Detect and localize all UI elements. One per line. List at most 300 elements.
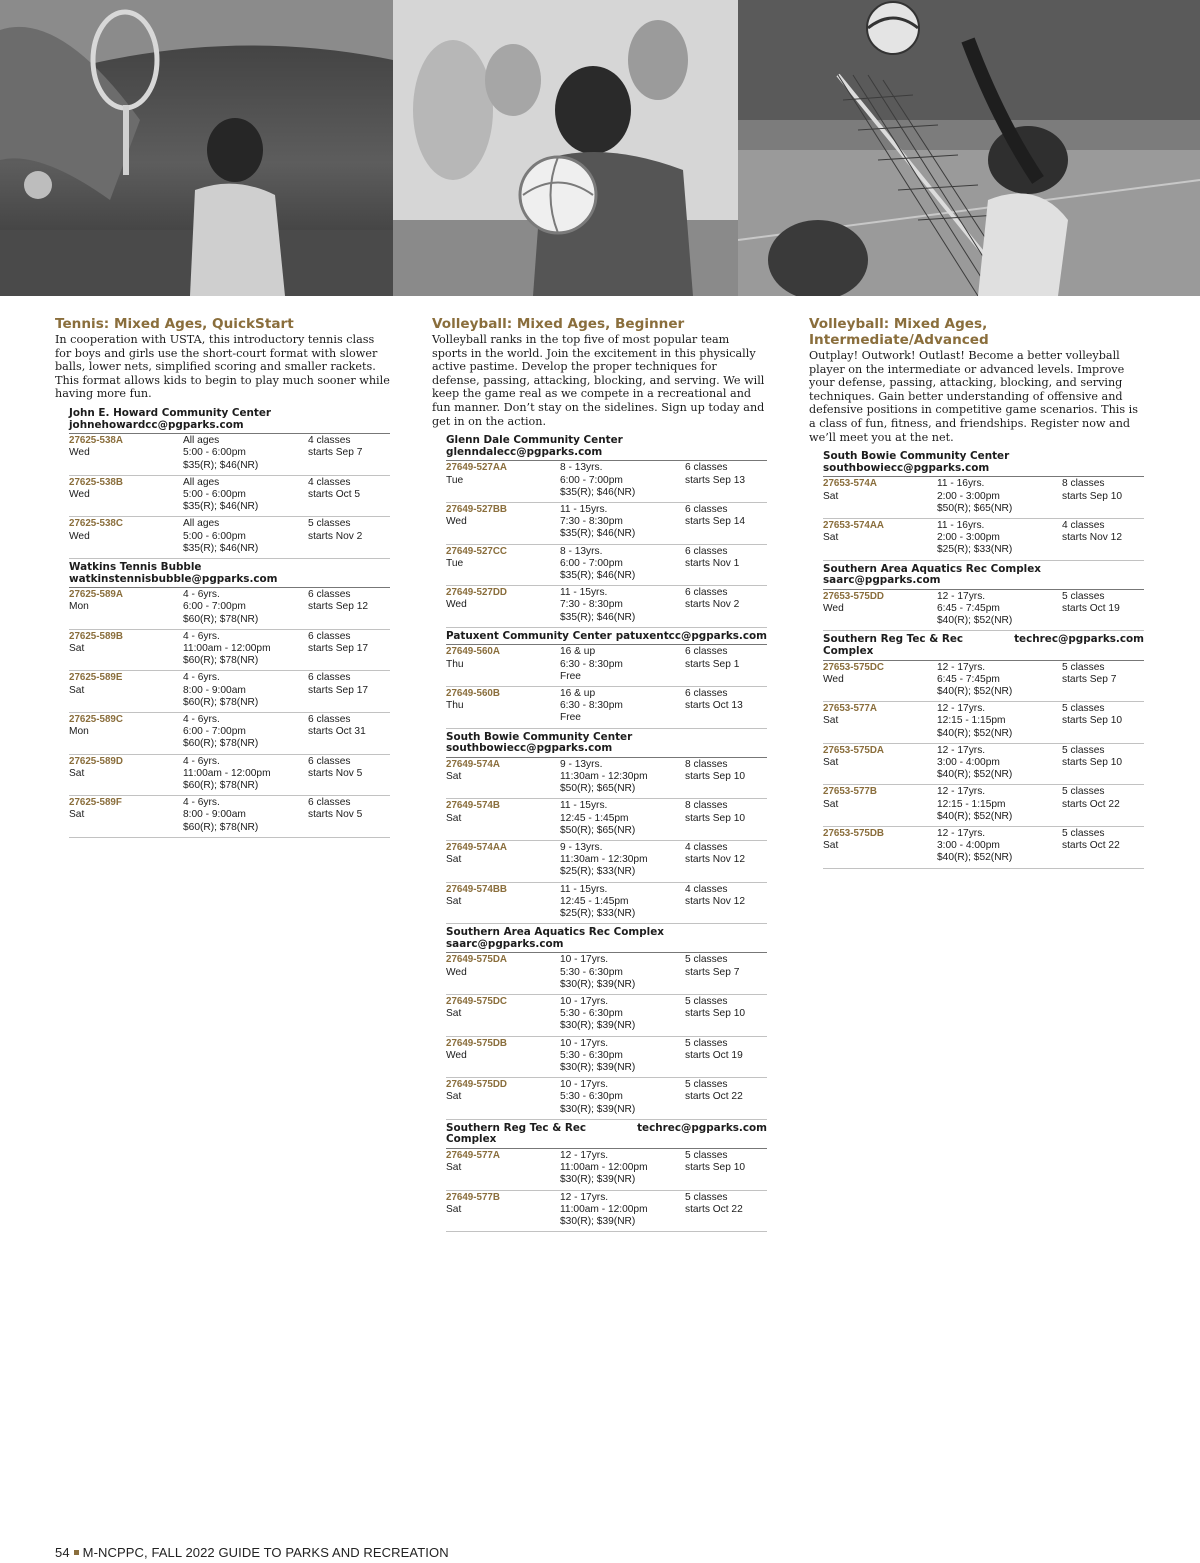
class-ages: 16 & up <box>560 687 596 699</box>
class-session-cell <box>685 884 767 921</box>
class-code: 27649-527DD <box>446 587 508 599</box>
class-detail-cell <box>560 688 685 725</box>
class-fee: $35(R); $46(NR) <box>183 459 259 471</box>
class-fee: $60(R); $78(NR) <box>183 780 259 792</box>
class-row <box>69 671 390 713</box>
class-code: 27649-575DD <box>446 1079 508 1091</box>
class-code-cell <box>69 518 183 555</box>
class-code-cell <box>446 587 560 624</box>
class-session-cell <box>685 800 767 837</box>
class-code: 27653-574AA <box>823 519 885 531</box>
class-count: 5 classes <box>685 1191 728 1203</box>
class-count: 5 classes <box>1062 786 1105 798</box>
class-start: starts Nov 12 <box>685 854 746 866</box>
class-day: Sat <box>823 798 839 810</box>
class-time: 6:00 - 7:00pm <box>560 474 623 486</box>
class-fee: $50(R); $65(NR) <box>560 824 636 836</box>
class-count: 8 classes <box>685 758 728 770</box>
class-start: starts Sep 1 <box>685 658 740 670</box>
location-block <box>823 448 1144 560</box>
class-day: Sat <box>823 840 839 852</box>
class-session-cell <box>685 546 767 583</box>
class-ages: 12 - 17yrs. <box>937 786 986 798</box>
class-day: Thu <box>446 700 464 712</box>
class-start: starts Oct 22 <box>1062 840 1120 852</box>
class-code: 27649-527AA <box>446 462 508 474</box>
class-count: 4 classes <box>685 883 728 895</box>
class-time: 7:30 - 8:30pm <box>560 516 623 528</box>
class-ages: All ages <box>183 435 220 447</box>
class-session-cell <box>308 435 390 472</box>
location-name: Southern Reg Tec & Rec Complex <box>446 1121 587 1146</box>
location-name: Southern Area Aquatics Rec Complex <box>823 562 1041 575</box>
class-count: 6 classes <box>685 646 728 658</box>
class-count: 6 classes <box>308 672 351 684</box>
class-day: Wed <box>69 447 90 459</box>
class-code-cell <box>69 631 183 668</box>
location-header <box>69 559 390 588</box>
location-block <box>446 432 767 628</box>
class-day: Sat <box>69 642 85 654</box>
location-header <box>446 432 767 461</box>
class-detail-cell <box>560 759 685 796</box>
class-fee: $50(R); $65(NR) <box>560 783 636 795</box>
class-code-cell <box>69 756 183 793</box>
class-fee: $40(R); $52(NR) <box>937 852 1013 864</box>
location-email-link[interactable]: southbowiecc@pgparks.com <box>823 461 990 474</box>
class-code-cell <box>446 884 560 921</box>
class-code: 27649-527CC <box>446 545 508 557</box>
location-header <box>446 729 767 758</box>
class-fee: $25(R); $33(NR) <box>560 866 636 878</box>
class-day: Sat <box>446 854 462 866</box>
class-session-cell <box>685 842 767 879</box>
class-start: starts Sep 10 <box>1062 490 1123 502</box>
class-fee: $60(R); $78(NR) <box>183 738 259 750</box>
class-code: 27649-574BB <box>446 883 508 895</box>
class-day: Tue <box>446 474 464 486</box>
class-fee: $30(R); $39(NR) <box>560 1062 636 1074</box>
class-time: 11:00am - 12:00pm <box>183 767 271 779</box>
class-code: 27649-574A <box>446 758 500 770</box>
class-day: Sat <box>446 812 462 824</box>
page-footer <box>55 1545 449 1560</box>
class-session-cell <box>1062 828 1144 865</box>
class-count: 8 classes <box>685 800 728 812</box>
class-code: 27625-589C <box>69 714 123 725</box>
class-day: Wed <box>823 673 844 685</box>
class-ages: 9 - 13yrs. <box>560 758 603 770</box>
section-description: Outplay! Outwork! Outlast! Become a better volleyball player on the intermediate or advanced levels. Improve your defense, passing, attacking, blocking, and serving techniques. Gain better understanding of offensive and defensive positions in competitive game scenarios. This is a class of fun, fitness, and friendships. Register now and we’ll meet you at the net. <box>809 349 1138 444</box>
class-ages: 4 - 6yrs. <box>183 630 220 642</box>
class-detail-cell <box>560 954 685 991</box>
class-row <box>823 661 1144 703</box>
class-count: 6 classes <box>308 755 351 767</box>
class-code-cell <box>446 546 560 583</box>
class-code: 27653-575DA <box>823 744 885 756</box>
class-time: 5:30 - 6:30pm <box>560 1008 623 1020</box>
class-fee: Free <box>560 670 581 682</box>
class-count: 5 classes <box>1062 661 1105 673</box>
class-row <box>69 476 390 518</box>
class-fee: Free <box>560 712 581 724</box>
class-detail-cell <box>937 786 1062 823</box>
class-code: 27649-574AA <box>446 842 508 853</box>
class-day: Sat <box>446 895 462 907</box>
class-time: 12:15 - 1:15pm <box>937 715 1006 727</box>
class-code-cell <box>69 435 183 472</box>
location-header <box>69 405 390 434</box>
class-ages: 11 - 15yrs. <box>560 800 608 812</box>
class-time: 3:00 - 4:00pm <box>937 756 1000 768</box>
class-row <box>446 586 767 628</box>
location-block <box>823 631 1144 868</box>
class-detail-cell <box>183 477 308 514</box>
class-row <box>446 645 767 687</box>
class-code-cell <box>446 1038 560 1075</box>
class-ages: All ages <box>183 518 220 530</box>
class-detail-cell <box>183 435 308 472</box>
class-start: starts Sep 10 <box>685 1162 746 1174</box>
class-detail-cell <box>937 828 1062 865</box>
class-fee: $35(R); $46(NR) <box>183 501 259 513</box>
class-row <box>69 755 390 797</box>
class-time: 6:30 - 8:30pm <box>560 658 623 670</box>
location-email-link[interactable]: techrec@pgparks.com <box>637 1121 767 1134</box>
class-fee: $30(R); $39(NR) <box>560 1216 636 1228</box>
tennis-quickstart-column <box>55 314 390 838</box>
class-day: Sat <box>823 490 839 502</box>
class-time: 11:30am - 12:30pm <box>560 770 648 782</box>
class-code-cell <box>446 462 560 499</box>
location-header <box>823 561 1144 590</box>
class-detail-cell <box>937 745 1062 782</box>
class-count: 5 classes <box>1062 703 1105 715</box>
class-ages: 12 - 17yrs. <box>937 590 986 602</box>
class-ages: 10 - 17yrs. <box>560 1079 609 1091</box>
class-time: 6:45 - 7:45pm <box>937 673 1000 685</box>
class-detail-cell <box>560 996 685 1033</box>
class-code: 27625-589B <box>69 630 123 642</box>
class-code-cell <box>446 800 560 837</box>
class-time: 5:00 - 6:00pm <box>183 530 246 542</box>
class-time: 6:45 - 7:45pm <box>937 602 1000 614</box>
class-detail-cell <box>560 546 685 583</box>
class-day: Sat <box>823 532 839 544</box>
class-detail-cell <box>560 1079 685 1116</box>
class-detail-cell <box>560 800 685 837</box>
class-ages: 11 - 15yrs. <box>560 587 608 599</box>
class-code-cell <box>69 477 183 514</box>
class-row <box>823 827 1144 869</box>
class-session-cell <box>1062 520 1144 557</box>
class-fee: $30(R); $39(NR) <box>560 1020 636 1032</box>
class-code-cell <box>446 1192 560 1229</box>
class-day: Sat <box>446 1162 462 1174</box>
class-session-cell <box>308 756 390 793</box>
class-time: 5:30 - 6:30pm <box>560 1049 623 1061</box>
class-row <box>69 796 390 838</box>
class-day: Sat <box>446 770 462 782</box>
class-session-cell <box>685 462 767 499</box>
class-row <box>446 1037 767 1079</box>
class-day: Sat <box>446 1091 462 1103</box>
class-day: Wed <box>446 599 467 611</box>
class-row <box>446 687 767 729</box>
class-code-cell <box>446 1150 560 1187</box>
location-email-link[interactable]: glenndalecc@pgparks.com <box>446 445 603 458</box>
class-count: 5 classes <box>685 1037 728 1049</box>
class-code-cell <box>446 842 560 879</box>
section-title: Volleyball: Mixed Ages, Beginner <box>432 316 685 332</box>
class-session-cell <box>1062 703 1144 740</box>
class-code-cell <box>69 797 183 834</box>
section-title: Tennis: Mixed Ages, QuickStart <box>55 316 294 332</box>
footer-text: M-NCPPC, FALL 2022 GUIDE TO PARKS AND RECREATION <box>82 1545 449 1560</box>
class-time: 11:00am - 12:00pm <box>560 1203 648 1215</box>
class-session-cell <box>308 797 390 834</box>
class-code-cell <box>823 703 937 740</box>
class-start: starts Nov 12 <box>685 895 746 907</box>
class-day: Wed <box>446 1049 467 1061</box>
class-day: Mon <box>69 601 89 613</box>
class-start: starts Oct 31 <box>308 726 366 738</box>
class-ages: 4 - 6yrs. <box>183 672 220 684</box>
class-count: 4 classes <box>308 476 351 488</box>
class-day: Sat <box>823 715 839 727</box>
location-email-link[interactable]: patuxentcc@pgparks.com <box>615 629 767 642</box>
location-name: South Bowie Community Center <box>446 730 633 743</box>
class-fee: $30(R); $39(NR) <box>560 978 636 990</box>
class-row <box>446 1078 767 1120</box>
class-code: 27653-574A <box>823 478 877 490</box>
class-session-cell <box>685 646 767 683</box>
class-row <box>69 713 390 755</box>
class-count: 5 classes <box>685 1079 728 1091</box>
class-fee: $35(R); $46(NR) <box>560 486 636 498</box>
class-row <box>823 702 1144 744</box>
class-count: 5 classes <box>685 996 728 1008</box>
class-count: 5 classes <box>685 954 728 966</box>
location-header <box>446 1120 767 1149</box>
location-block <box>446 628 767 729</box>
location-block <box>69 559 390 838</box>
class-session-cell <box>1062 591 1144 628</box>
class-session-cell <box>308 477 390 514</box>
location-email-link[interactable]: watkinstennisbubble@pgparks.com <box>69 572 278 585</box>
class-row <box>446 799 767 841</box>
class-code: 27649-560A <box>446 646 500 658</box>
class-start: starts Nov 5 <box>308 767 363 779</box>
class-fee: $50(R); $65(NR) <box>937 502 1013 514</box>
class-ages: 12 - 17yrs. <box>937 744 986 756</box>
class-detail-cell <box>560 1038 685 1075</box>
class-count: 6 classes <box>308 589 351 601</box>
class-ages: 10 - 17yrs. <box>560 954 609 966</box>
location-header <box>446 628 767 646</box>
class-code: 27625-589F <box>69 797 122 809</box>
class-code: 27649-575DC <box>446 996 508 1008</box>
class-start: starts Oct 13 <box>685 700 743 712</box>
class-ages: 12 - 17yrs. <box>560 1191 609 1203</box>
class-fee: $25(R); $33(NR) <box>560 908 636 920</box>
class-row <box>446 503 767 545</box>
class-time: 11:00am - 12:00pm <box>560 1162 648 1174</box>
class-count: 6 classes <box>685 462 728 474</box>
class-day: Sat <box>69 809 85 821</box>
class-start: starts Sep 10 <box>1062 715 1123 727</box>
class-code-cell <box>446 688 560 725</box>
class-fee: $35(R); $46(NR) <box>560 611 636 623</box>
class-start: starts Sep 17 <box>308 642 369 654</box>
location-email-link[interactable]: saarc@pgparks.com <box>446 937 564 950</box>
class-count: 6 classes <box>685 687 728 699</box>
class-code: 27649-560B <box>446 687 500 699</box>
class-code-cell <box>69 714 183 751</box>
class-code-cell <box>446 996 560 1033</box>
class-time: 5:00 - 6:00pm <box>183 488 246 500</box>
class-code: 27625-589A <box>69 589 123 601</box>
class-fee: $30(R); $39(NR) <box>560 1103 636 1115</box>
class-code-cell <box>823 786 937 823</box>
class-session-cell <box>308 631 390 668</box>
section-description: In cooperation with USTA, this introductory tennis class for boys and girls use the short-court format with slower balls, lower nets, simplified scoring and smaller rackets. This format allows kids to begin to play much sooner while having more fun. <box>55 333 390 401</box>
class-ages: 10 - 17yrs. <box>560 1037 609 1049</box>
class-ages: All ages <box>183 476 220 488</box>
location-email-link[interactable]: southbowiecc@pgparks.com <box>446 742 613 755</box>
class-time: 8:00 - 9:00am <box>183 684 246 696</box>
class-start: starts Sep 10 <box>685 770 746 782</box>
class-code-cell <box>446 646 560 683</box>
class-session-cell <box>685 759 767 796</box>
class-code-cell <box>446 954 560 991</box>
class-code: 27649-527BB <box>446 503 508 515</box>
class-start: starts Sep 12 <box>308 601 369 613</box>
volleyball-intermediate-column <box>809 314 1144 869</box>
class-start: starts Nov 2 <box>308 530 363 542</box>
class-row <box>446 995 767 1037</box>
class-start: starts Sep 14 <box>685 516 746 528</box>
class-start: starts Nov 2 <box>685 599 740 611</box>
location-block <box>446 1120 767 1232</box>
class-time: 2:00 - 3:00pm <box>937 490 1000 502</box>
location-email-link[interactable]: johnehowardcc@pgparks.com <box>69 418 244 431</box>
class-count: 6 classes <box>685 503 728 515</box>
class-session-cell <box>685 1079 767 1116</box>
class-day: Sat <box>69 684 85 696</box>
class-count: 4 classes <box>1062 519 1105 531</box>
class-day: Sat <box>446 1008 462 1020</box>
class-row <box>446 461 767 503</box>
class-detail-cell <box>560 884 685 921</box>
class-time: 11:30am - 12:30pm <box>560 854 648 866</box>
photo-strip <box>0 0 1200 296</box>
separator-square-icon <box>74 1550 79 1555</box>
class-time: 2:00 - 3:00pm <box>937 532 1000 544</box>
class-code: 27625-538C <box>69 518 123 530</box>
class-time: 6:00 - 7:00pm <box>183 726 246 738</box>
class-row <box>446 953 767 995</box>
class-code: 27653-577B <box>823 786 877 798</box>
class-session-cell <box>308 714 390 751</box>
location-header <box>446 924 767 953</box>
class-fee: $30(R); $39(NR) <box>560 1174 636 1186</box>
class-detail-cell <box>937 520 1062 557</box>
class-session-cell <box>1062 662 1144 699</box>
class-row <box>69 588 390 630</box>
location-name: Watkins Tennis Bubble <box>69 560 202 573</box>
class-ages: 12 - 17yrs. <box>937 661 986 673</box>
location-name: South Bowie Community Center <box>823 450 1010 463</box>
class-count: 6 classes <box>685 545 728 557</box>
class-start: starts Sep 13 <box>685 474 746 486</box>
class-detail-cell <box>937 703 1062 740</box>
class-time: 5:30 - 6:30pm <box>560 1091 623 1103</box>
class-code-cell <box>446 759 560 796</box>
class-detail-cell <box>560 646 685 683</box>
class-detail-cell <box>183 714 308 751</box>
class-fee: $40(R); $52(NR) <box>937 685 1013 697</box>
class-fee: $35(R); $46(NR) <box>560 528 636 540</box>
class-fee: $60(R); $78(NR) <box>183 696 259 708</box>
class-day: Mon <box>69 726 89 738</box>
tennis-photo <box>0 0 393 296</box>
class-code: 27649-577B <box>446 1191 500 1203</box>
location-name: John E. Howard Community Center <box>69 406 272 419</box>
section-description: Volleyball ranks in the top five of most popular team sports in the world. Join the excitement in this physically active pastime. Develop the proper techniques for defense, passing, attacking, blocking, and serving. We will keep the game real as we compete in a recreational and fun manner. Don’t stay on the sidelines. Sign up today and get in on the action. <box>432 333 765 428</box>
class-session-cell <box>685 996 767 1033</box>
class-start: starts Oct 22 <box>685 1203 743 1215</box>
class-day: Wed <box>69 530 90 542</box>
location-name: Southern Reg Tec & Rec Complex <box>823 633 964 657</box>
class-count: 5 classes <box>1062 827 1105 839</box>
location-block <box>446 924 767 1120</box>
class-detail-cell <box>937 478 1062 515</box>
class-session-cell <box>1062 786 1144 823</box>
class-time: 6:00 - 7:00pm <box>183 601 246 613</box>
class-day: Sat <box>446 1203 462 1215</box>
class-code: 27625-538A <box>69 435 123 447</box>
class-time: 5:00 - 6:00pm <box>183 447 246 459</box>
class-row <box>446 1191 767 1233</box>
class-start: starts Sep 10 <box>685 812 746 824</box>
class-count: 5 classes <box>308 518 351 530</box>
class-code: 27653-577A <box>823 703 877 715</box>
class-code: 27625-589D <box>69 755 123 767</box>
class-day: Wed <box>823 602 844 614</box>
class-start: starts Oct 22 <box>1062 798 1120 810</box>
class-row <box>446 883 767 925</box>
class-day: Sat <box>823 756 839 768</box>
location-email-link[interactable]: saarc@pgparks.com <box>823 574 941 587</box>
class-fee: $60(R); $78(NR) <box>183 655 259 667</box>
class-time: 6:30 - 8:30pm <box>560 700 623 712</box>
class-ages: 16 & up <box>560 646 596 658</box>
class-detail-cell <box>937 662 1062 699</box>
class-code-cell <box>823 662 937 699</box>
page-number: 54 <box>55 1545 70 1560</box>
volleyball-net-photo <box>738 0 1200 296</box>
class-start: starts Sep 10 <box>1062 756 1123 768</box>
class-code-cell <box>69 672 183 709</box>
class-row <box>446 841 767 883</box>
class-day: Tue <box>446 557 464 569</box>
location-header <box>823 448 1144 477</box>
location-name: Glenn Dale Community Center <box>446 434 623 447</box>
location-email-link[interactable]: techrec@pgparks.com <box>1014 633 1144 646</box>
class-detail-cell <box>183 756 308 793</box>
class-time: 6:00 - 7:00pm <box>560 557 623 569</box>
